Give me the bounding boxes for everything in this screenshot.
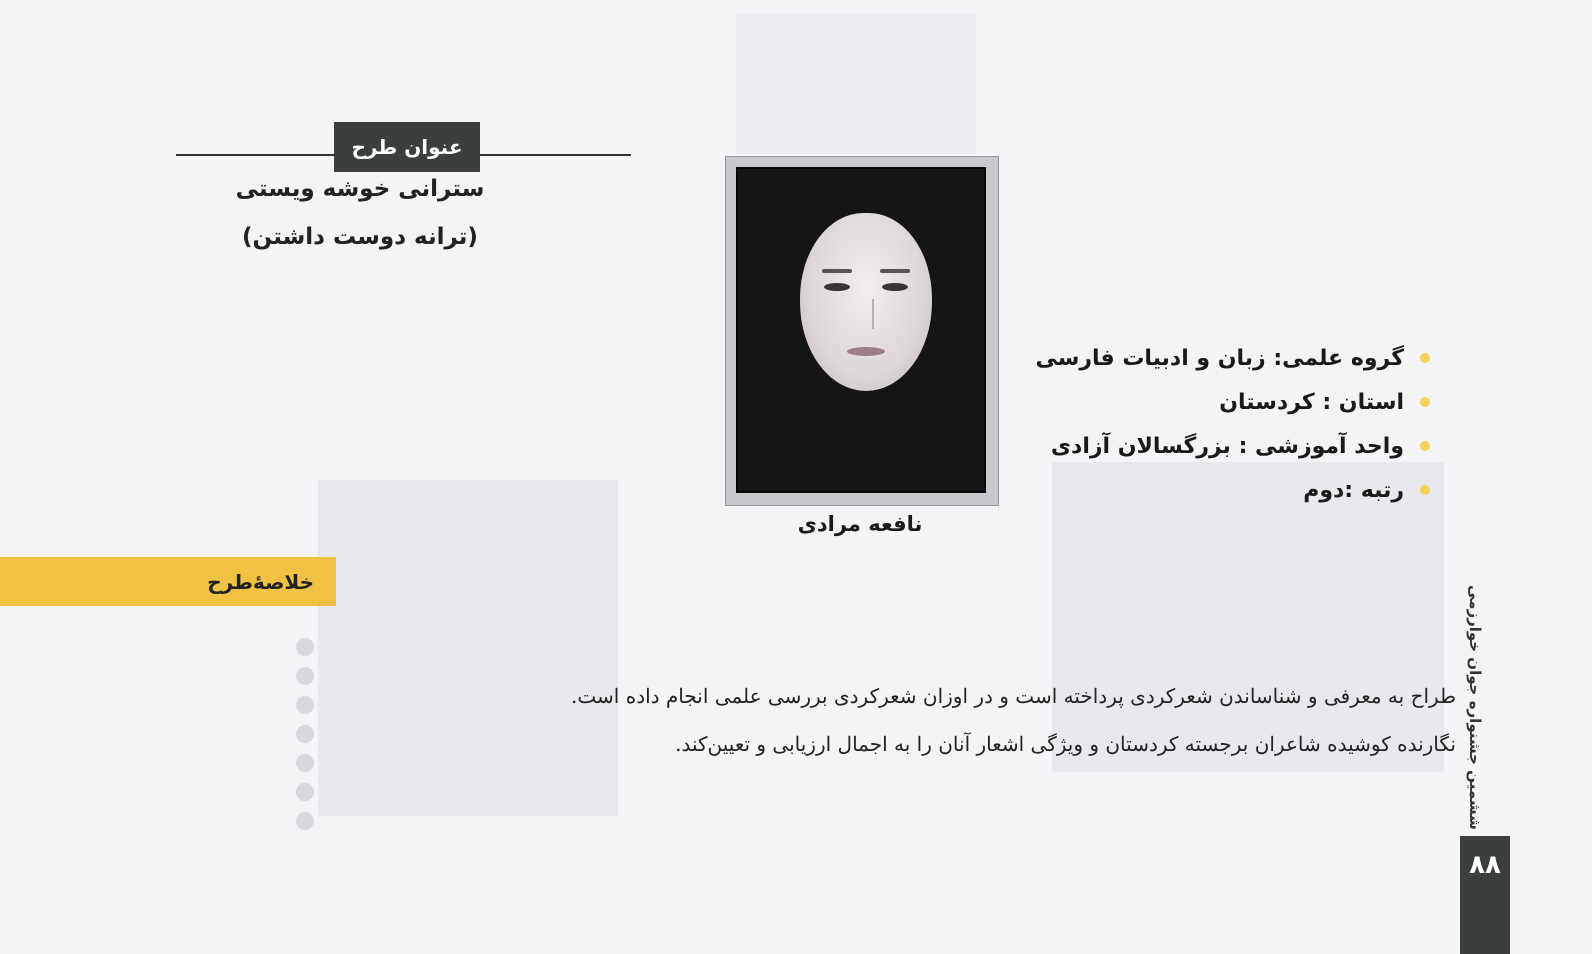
- info-item: [1020, 380, 1430, 424]
- dot-icon: [296, 638, 314, 656]
- summary-line: نگارنده کوشیده شاعران برجسته کردستان و ویژگی اشعار آنان را به اجمال ارزیابی و تعیین‌کند.: [675, 732, 1456, 756]
- dot-icon: [296, 812, 314, 830]
- portrait-feature: [880, 269, 910, 273]
- info-item-text: واحد آموزشی : بزرگسالان آزادی: [1050, 433, 1404, 459]
- summary-line: طراح به معرفی و شناساندن شعرکردی پرداخته است و در اوزان شعرکردی بررسی علمی انجام داده است.: [571, 684, 1456, 708]
- dot-icon: [296, 725, 314, 743]
- info-list: [1020, 336, 1430, 512]
- info-item-text: رتبه :دوم: [1303, 477, 1404, 503]
- dot-icon: [296, 783, 314, 801]
- portrait-feature: [860, 299, 874, 329]
- info-item: [1020, 468, 1430, 512]
- person-name: نافعه مرادی: [797, 512, 923, 536]
- bullet-icon: [1420, 353, 1430, 363]
- bullet-icon: [1420, 485, 1430, 495]
- portrait-feature: [882, 283, 908, 291]
- dot-icon: [296, 667, 314, 685]
- portrait-frame: [725, 156, 999, 506]
- project-title-line2: (ترانه دوست داشتن): [242, 224, 478, 250]
- info-item: [1020, 336, 1430, 380]
- bleed-through-block: [736, 14, 976, 154]
- summary-heading-band: [0, 557, 336, 606]
- portrait-feature: [847, 347, 885, 356]
- portrait-feature: [824, 283, 850, 291]
- project-title-label: عنوان طرح: [334, 122, 480, 172]
- info-item-text: استان : کردستان: [1219, 389, 1404, 415]
- info-item-text: گروه علمی: زبان و ادبیات فارسی: [1035, 345, 1404, 371]
- dot-icon: [296, 696, 314, 714]
- festival-running-title: ششمین جشنواره جوان خوارزمی: [1466, 585, 1484, 830]
- info-item: [1020, 424, 1430, 468]
- portrait-photo: [736, 167, 986, 493]
- page-number: ۸۸: [1469, 850, 1501, 880]
- project-title-line1: سترانی خوشه ویستی: [235, 176, 485, 202]
- portrait-feature: [822, 269, 852, 273]
- bullet-icon: [1420, 397, 1430, 407]
- portrait-face: [800, 213, 932, 391]
- summary-body: [340, 672, 1456, 768]
- summary-heading: خلاصۀطرح: [207, 569, 314, 594]
- dot-icon: [296, 754, 314, 772]
- page-number-tab: [1460, 836, 1510, 954]
- bullet-icon: [1420, 441, 1430, 451]
- decorative-dots: [296, 638, 314, 841]
